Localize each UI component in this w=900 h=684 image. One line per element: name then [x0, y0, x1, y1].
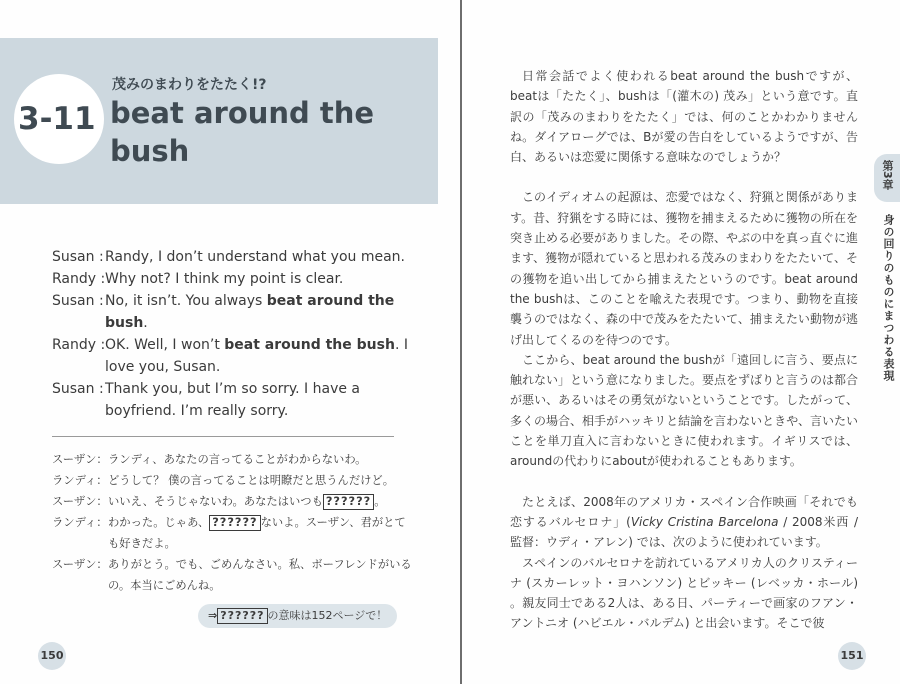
- dialogue-text: ありがとう。でも、ごめんなさい。私、ボーフレンドがいるの。本当にごめんね。: [108, 558, 412, 592]
- dialogue-line: [52, 290, 412, 334]
- speaker: ランディ：: [52, 474, 108, 487]
- speaker: ランディ：: [52, 516, 108, 529]
- explanation-text: [510, 66, 858, 634]
- chapter-title: 身の回りのものにまつわる表現: [882, 214, 895, 382]
- dialogue-text: わかった。じゃあ、 ?????? ないよ。スーザン、君がとても好きだよ。: [108, 516, 406, 550]
- section-title: beat around the bush: [110, 96, 375, 168]
- dialogue-text: Why not? I think my point is clear.: [105, 271, 344, 287]
- movie-title: Vicky Cristina Barcelona: [630, 514, 779, 529]
- dialogue-text: どうして？ 僕の言ってることは明瞭だと思うんだけど。: [108, 474, 395, 487]
- speaker: Randy :: [52, 337, 106, 353]
- dialogue-text: OK. Well, I won’t beat around the bush. I love you, Susan.: [105, 337, 408, 375]
- speaker: スーザン：: [52, 558, 108, 571]
- speaker: Susan :: [52, 249, 104, 265]
- paragraph: 日常会話でよく使われるbeat around the bushですが、beatは「たたく」、bushは「(灌木の) 茂み」という意です。直訳の「茂みのまわりをたたく」では、何のことかわかりませんね。ダイアローグでは、Bが愛の告白をしているようですが、告白、あるいは恋愛に関係する意味なのでしょうか？: [510, 69, 858, 165]
- idiom-highlight: beat around the bush: [224, 337, 395, 353]
- dialogue-line: [52, 491, 412, 512]
- dialogue-line: [52, 554, 412, 596]
- dialogue-text: いいえ、そうじゃないわ。あなたはいつも ?????? 。: [108, 495, 386, 508]
- english-dialogue: [52, 246, 412, 422]
- dialogue-text: ランディ、あなたの言ってることがわからないわ。: [108, 453, 367, 466]
- section-subtitle: 茂みのまわりをたたく!?: [112, 77, 267, 93]
- right-page: [462, 0, 900, 684]
- speaker: Susan :: [52, 381, 104, 397]
- blank-box: ??????: [217, 608, 267, 624]
- answer-hint: [198, 604, 397, 628]
- page-number: 150: [38, 642, 66, 670]
- dialogue-line: [52, 470, 412, 491]
- speaker: スーザン：: [52, 495, 108, 508]
- paragraph: このイディオムの起源は、恋愛ではなく、狩猟と関係があります。昔、狩猟をする時には、獲物を捕まえるために獲物の所在を突き止める必要がありました。その際、やぶの中を真っ直ぐに進ます、獲物が隠れていると思われる茂みのまわりをたたいて、その獲物を追い出してから捕まえたというのです。beat around the bushは、このことを喩えた表現です。つまり、動物を直接襲うのではなく、森の中で茂みをたたいて、捕まえたい動物が逃げ出してくるのを待つのです。: [510, 190, 859, 347]
- section-number: 3-11: [18, 101, 96, 137]
- dialogue-line: [52, 449, 412, 470]
- dialogue-line: [52, 246, 412, 268]
- dialogue-line: [52, 378, 412, 422]
- arrow-icon: ⇒: [208, 609, 218, 622]
- speaker: Randy :: [52, 271, 106, 287]
- idiom-highlight: beat around the bush: [105, 293, 395, 331]
- dialogue-text: No, it isn’t. You always beat around the bush.: [105, 293, 395, 331]
- hint-text: の意味は152ページで！: [267, 609, 388, 622]
- chapter-tab-label: 第3章: [881, 160, 894, 190]
- dialogue-text: Thank you, but I’m so sorry. I have a boyfriend. I’m really sorry.: [105, 381, 361, 419]
- paragraph: スペインのバルセロナを訪れているアメリカ人のクリスティーナ (スカーレット・ヨハンソン) とビッキー (レベッカ・ホール) 。親友同士である2人は、ある日、パーティーで画家のフアン・アントニオ (ハビエル・バルデム) と出会います。そこで彼: [510, 555, 858, 631]
- dialogue-line: [52, 334, 412, 378]
- dialogue-text: Randy, I don’t understand what you mean.: [105, 249, 405, 265]
- divider: [52, 436, 394, 437]
- dialogue-line: [52, 512, 412, 554]
- dialogue-line: [52, 268, 412, 290]
- speaker: Susan :: [52, 293, 104, 309]
- japanese-dialogue: [52, 449, 412, 596]
- speaker: スーザン：: [52, 453, 108, 466]
- paragraph: たとえば、2008年のアメリカ・スペイン合作映画「それでも恋するバルセロナ」(Vicky Cristina Barcelona / 2008米西 / 監督：ウディ・アレン) では、次のように使われています。: [510, 494, 858, 550]
- blank-box: ??????: [209, 515, 260, 531]
- blank-box: ??????: [323, 494, 374, 510]
- paragraph: ここから、beat around the bushが「遠回しに言う、要点に触れない」という意になりました。要点をずばりと言うのは都合が悪い、あるいはその勇気がないということです。したがって、多くの場合、相手がハッキリと結論を言わないときや、言いたいことを単刀直入に言わないときに使われます。イギリスでは、aroundの代わりにaboutが使われることもあります。: [510, 352, 859, 469]
- page-number: 151: [838, 642, 866, 670]
